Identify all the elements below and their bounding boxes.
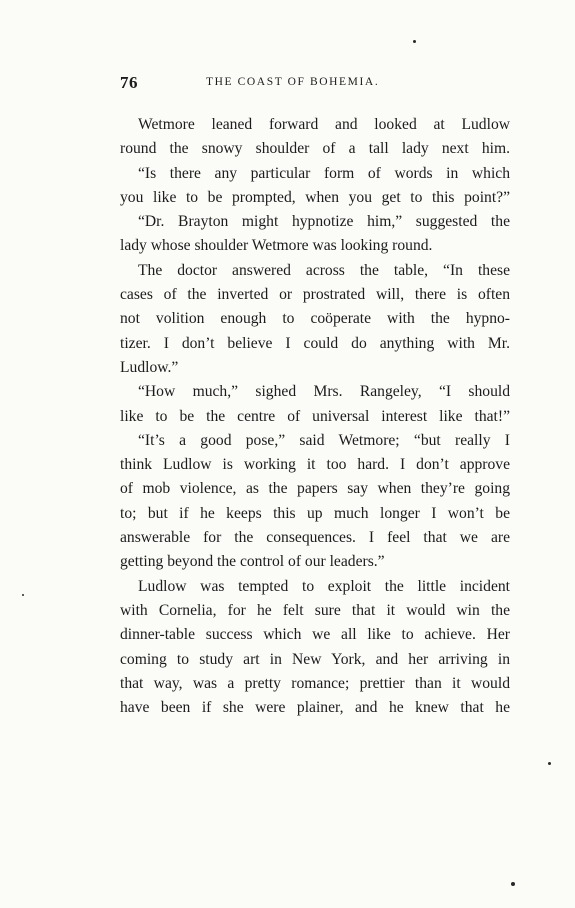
text-line: like to be the centre of universal interest like that!” — [120, 407, 510, 425]
running-title: THE COAST OF BOHEMIA. — [206, 76, 380, 88]
scan-speck — [413, 40, 416, 43]
page-number: 76 — [120, 73, 138, 92]
text-line: with Cornelia, for he felt sure that it would win the — [120, 601, 510, 619]
text-line: of mob violence, as the papers say when they’re going — [120, 480, 510, 498]
text-line: Ludlow was tempted to exploit the little incident — [138, 577, 510, 595]
text-line: “Dr. Brayton might hypnotize him,” suggested the — [138, 213, 510, 231]
text-line: think Ludlow is working it too hard. I don’t approve — [120, 456, 510, 474]
text-line: getting beyond the control of our leaders.” — [120, 553, 385, 571]
text-line: have been if she were plainer, and he knew that he — [120, 699, 510, 717]
text-line: that way, was a pretty romance; prettier than it would — [120, 674, 510, 692]
text-line: to; but if he keeps this up much longer I won’t be — [120, 504, 510, 522]
text-line: tizer. I don’t believe I could do anything with Mr. — [120, 334, 510, 352]
body-text — [120, 113, 510, 720]
scan-speck — [22, 594, 24, 596]
text-line: answerable for the consequences. I feel that we are — [120, 529, 510, 547]
running-head — [120, 73, 510, 97]
text-line: you like to be prompted, when you get to this point?” — [120, 188, 510, 206]
text-line: coming to study art in New York, and her arriving in — [120, 650, 510, 668]
text-line: Wetmore leaned forward and looked at Ludlow — [138, 116, 510, 133]
text-line: “It’s a good pose,” said Wetmore; “but really I — [138, 431, 510, 449]
text-line: Ludlow.” — [120, 358, 179, 376]
text-line: dinner-table success which we all like to achieve. Her — [120, 626, 510, 644]
text-line: “How much,” sighed Mrs. Rangeley, “I should — [138, 383, 510, 401]
text-line: round the snowy shoulder of a tall lady next him. — [120, 140, 510, 158]
text-line: The doctor answered across the table, “In these — [138, 261, 510, 279]
text-line: not volition enough to coöperate with the hypno- — [120, 310, 510, 328]
text-line: lady whose shoulder Wetmore was looking round. — [120, 237, 433, 255]
scan-speck — [548, 762, 551, 765]
scan-speck — [511, 882, 515, 886]
text-line: “Is there any particular form of words in which — [138, 164, 510, 182]
text-line: cases of the inverted or prostrated will, there is often — [120, 286, 510, 304]
